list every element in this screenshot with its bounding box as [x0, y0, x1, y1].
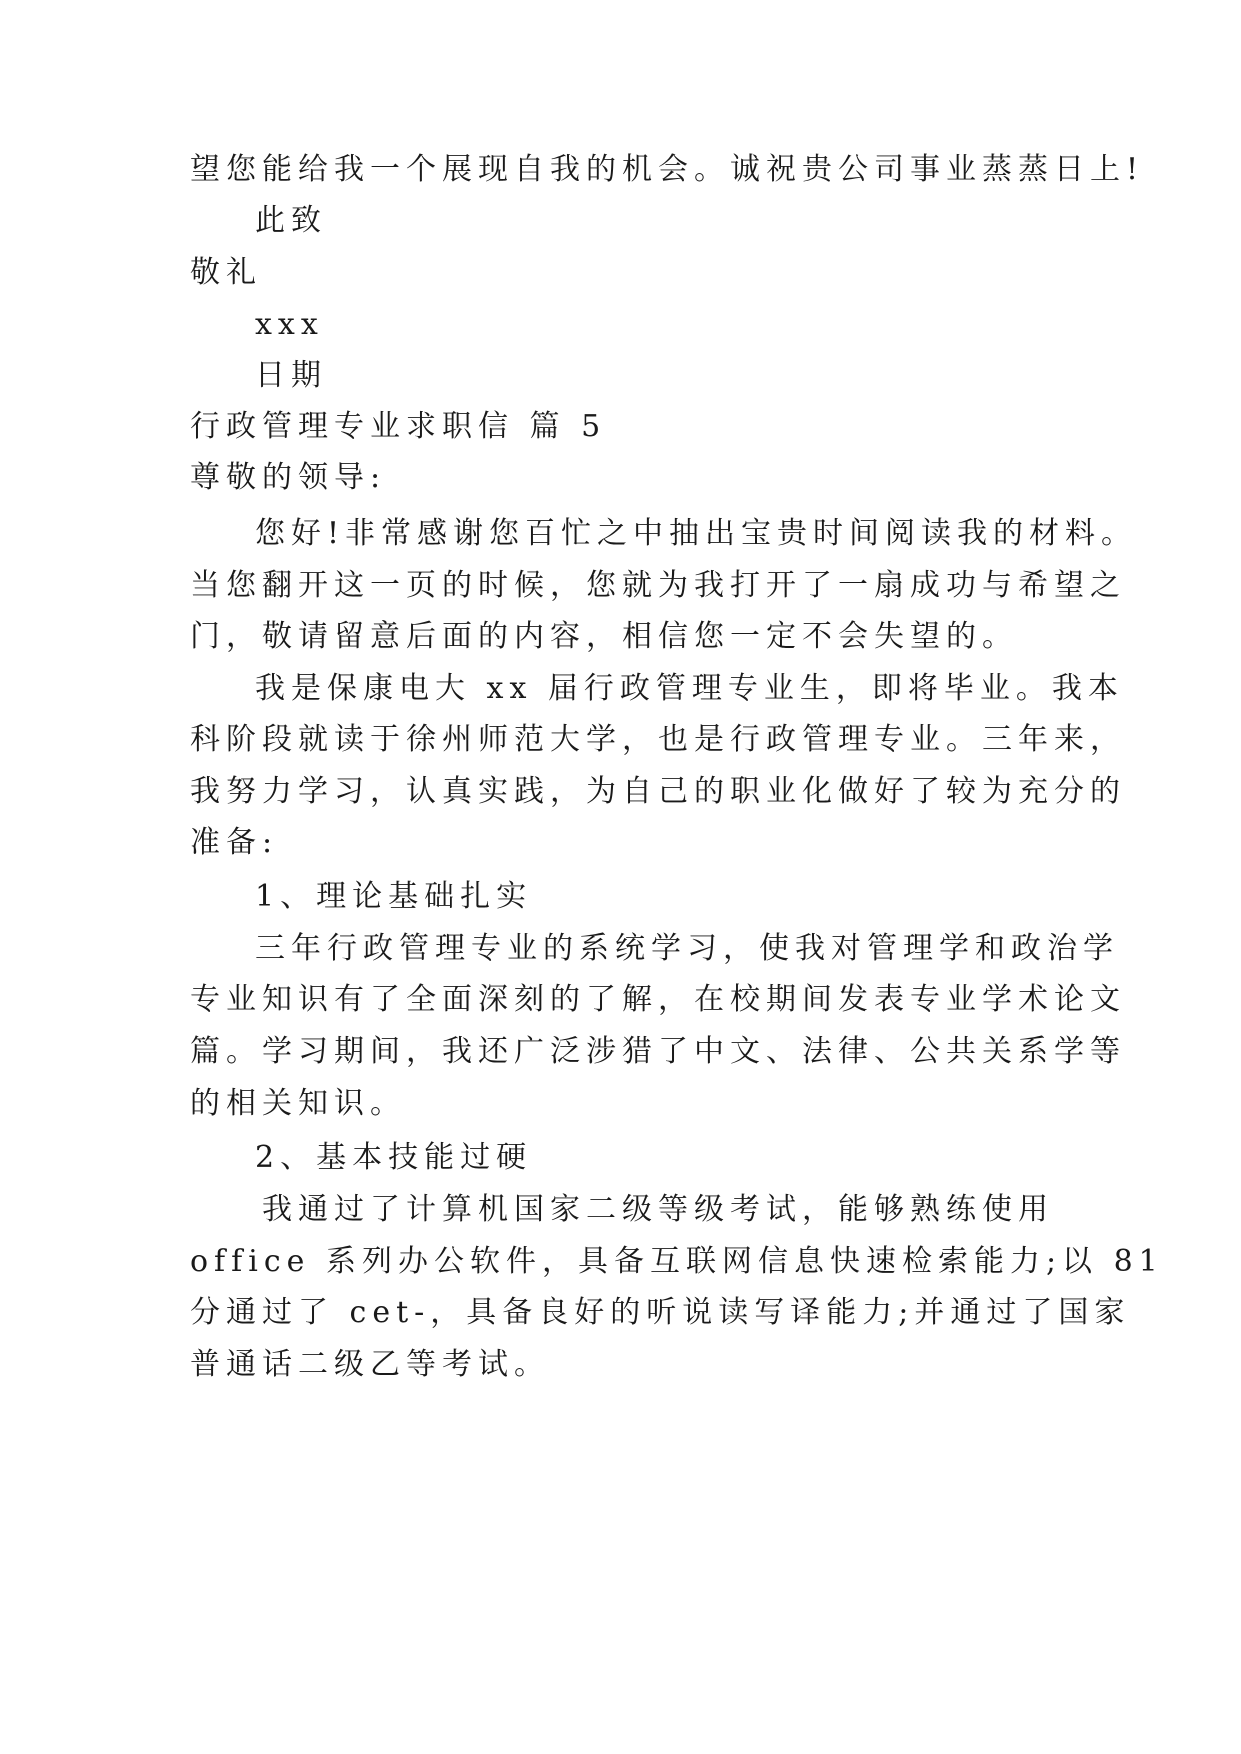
- point1-body-line: 的相关知识。: [190, 1086, 406, 1121]
- intro-line: 门，敬请留意后面的内容，相信您一定不会失望的。: [190, 619, 1018, 654]
- closing-line: 望您能给我一个展现自我的机会。诚祝贵公司事业蒸蒸日上!: [190, 152, 1145, 187]
- background-line: 我努力学习，认真实践，为自己的职业化做好了较为充分的: [190, 774, 1126, 809]
- point2-heading: 2、基本技能过硬: [255, 1140, 533, 1175]
- greeting: 尊敬的领导:: [190, 460, 387, 495]
- point2-body-line: 分通过了 cet-，具备良好的听说读写译能力;并通过了国家: [190, 1295, 1131, 1330]
- point1-body-line: 篇。学习期间，我还广泛涉猎了中文、法律、公共关系学等: [190, 1034, 1126, 1069]
- background-line: 我是保康电大 xx 届行政管理专业生，即将毕业。我本: [255, 671, 1124, 706]
- background-line: 准备:: [190, 825, 279, 860]
- point1-body-line: 专业知识有了全面深刻的了解，在校期间发表专业学术论文: [190, 982, 1126, 1017]
- section-title: 行政管理专业求职信 篇 5: [190, 409, 607, 444]
- point2-body-line: 我通过了计算机国家二级等级考试，能够熟练使用: [262, 1192, 1054, 1227]
- date-line: 日期: [255, 358, 327, 393]
- point2-body-line: office 系列办公软件，具备互联网信息快速检索能力;以 81: [190, 1244, 1164, 1279]
- salutation-jingli: 敬礼: [190, 255, 262, 290]
- signature: xxx: [255, 307, 324, 342]
- salutation-cizhi: 此致: [255, 203, 327, 238]
- intro-line: 当您翻开这一页的时候，您就为我打开了一扇成功与希望之: [190, 568, 1126, 603]
- point1-body-line: 三年行政管理专业的系统学习，使我对管理学和政治学: [255, 931, 1119, 966]
- background-line: 科阶段就读于徐州师范大学，也是行政管理专业。三年来，: [190, 722, 1126, 757]
- intro-line: 您好!非常感谢您百忙之中抽出宝贵时间阅读我的材料。: [255, 516, 1138, 551]
- point1-heading: 1、理论基础扎实: [255, 879, 533, 914]
- point2-body-line: 普通话二级乙等考试。: [190, 1347, 550, 1382]
